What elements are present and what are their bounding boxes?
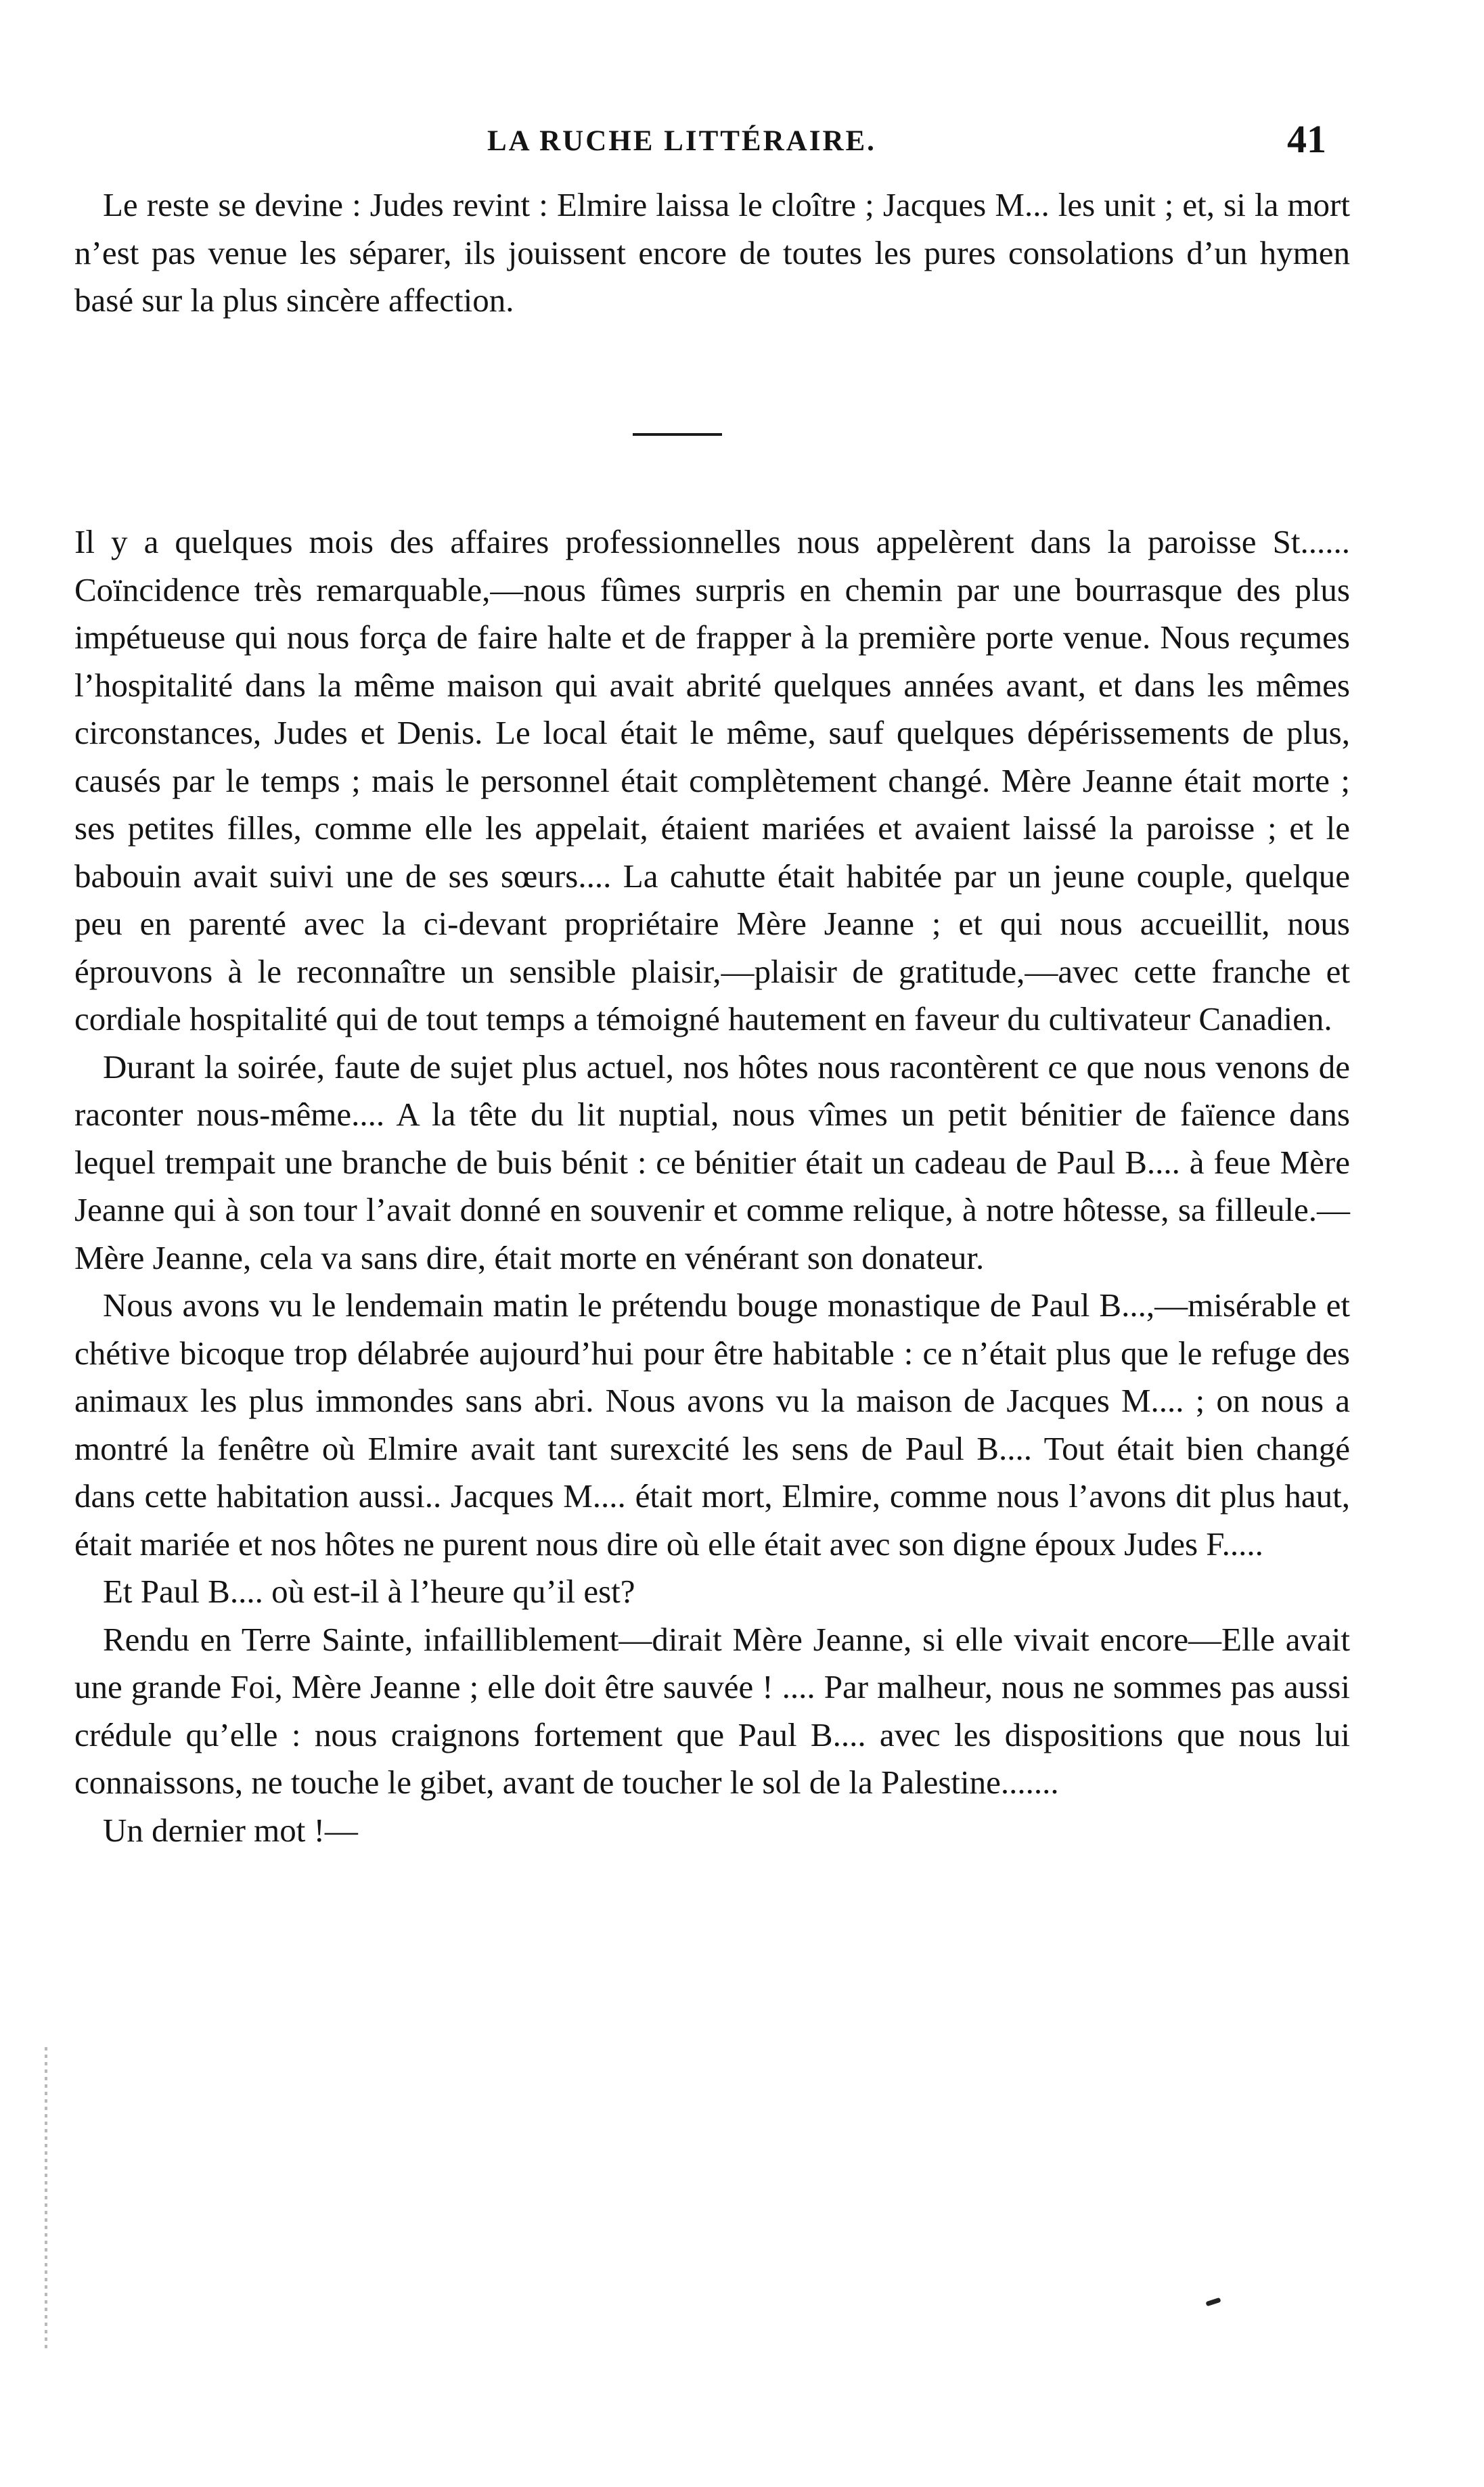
page-header [95,116,1326,164]
text-block-part2 [74,518,1350,1854]
paragraph: Il y a quelques mois des affaires professionnelles nous appelèrent dans la paroisse St...... Coïncidence très remarquable,—nous fûmes surpris en chemin par une bourrasque des plus impétueuse qui nous força de faire halte et de frapper à la première porte venue. Nous reçumes l’hospitalité dans la même maison qui avait abrité quelques années avant, et dans les mêmes circonstances, Judes et Denis. Le local était le même, sauf quelques dépérissements de plus, causés par le temps ; mais le personnel était complètement changé. Mère Jeanne était morte ; ses petites filles, comme elle les appelait, étaient mariées et avaient laissé la paroisse ; et le babouin avait suivi une de ses sœurs.... La cahutte était habitée par un jeune couple, quelque peu en parenté avec la ci-devant propriétaire Mère Jeanne ; et qui nous accueillit, nous éprouvons à le reconnaître un sensible plaisir,—plaisir de gratitude,—avec cette franche et cordiale hospitalité qui de tout temps a témoigné hautement en faveur du cultivateur Canadien. [74,523,1350,1037]
running-title: LA RUCHE LITTÉRAIRE. [487,125,876,157]
paragraph: Le reste se devine : Judes revint : Elmire laissa le cloître ; Jacques M... les unit ; et, si la mort n’est pas venue les séparer, ils jouissent encore de toutes les pures consolations d’un hymen basé sur la plus sincère affection. [74,186,1350,319]
scan-margin-artifact [45,2047,47,2348]
paragraph: Un dernier mot !— [103,1811,358,1849]
section-separator [633,433,722,436]
paragraph: Et Paul B.... où est-il à l’heure qu’il est? [103,1573,635,1610]
text-block-part1 [74,181,1350,325]
paragraph: Durant la soirée, faute de sujet plus actuel, nos hôtes nous racontèrent ce que nous venons de raconter nous-même.... A la tête du lit nuptial, nous vîmes un petit bénitier de faïence dans lequel trempait une branche de buis bénit : ce bénitier était un cadeau de Paul B.... à feue Mère Jeanne qui à son tour l’avait donné en souvenir et comme relique, à notre hôtesse, sa filleule.—Mère Jeanne, cela va sans dire, était morte en vénérant son donateur. [74,1048,1350,1276]
page-number: 41 [1287,117,1326,161]
paragraph: Rendu en Terre Sainte, infailliblement—dirait Mère Jeanne, si elle vivait encore—Elle avait une grande Foi, Mère Jeanne ; elle doit être sauvée ! .... Par malheur, nous ne sommes pas aussi crédule qu’elle : nous craignons fortement que Paul B.... avec les dispositions que nous lui connaissons, ne touche le gibet, avant de toucher le sol de la Palestine....... [74,1620,1350,1801]
paragraph: Nous avons vu le lendemain matin le prétendu bouge monastique de Paul B...,—misérable et chétive bicoque trop délabrée aujourd’hui pour être habitable : ce n’était plus que le refuge des animaux les plus immondes sans abri. Nous avons vu la maison de Jacques M.... ; on nous a montré la fenêtre où Elmire avait tant surexcité les sens de Paul B.... Tout était bien changé dans cette habitation aussi.. Jacques M.... était mort, Elmire, comme nous l’avons dit plus haut, était mariée et nos hôtes ne purent nous dire où elle était avec son digne époux Judes F..... [74,1286,1350,1563]
ink-speck [1205,2298,1221,2306]
